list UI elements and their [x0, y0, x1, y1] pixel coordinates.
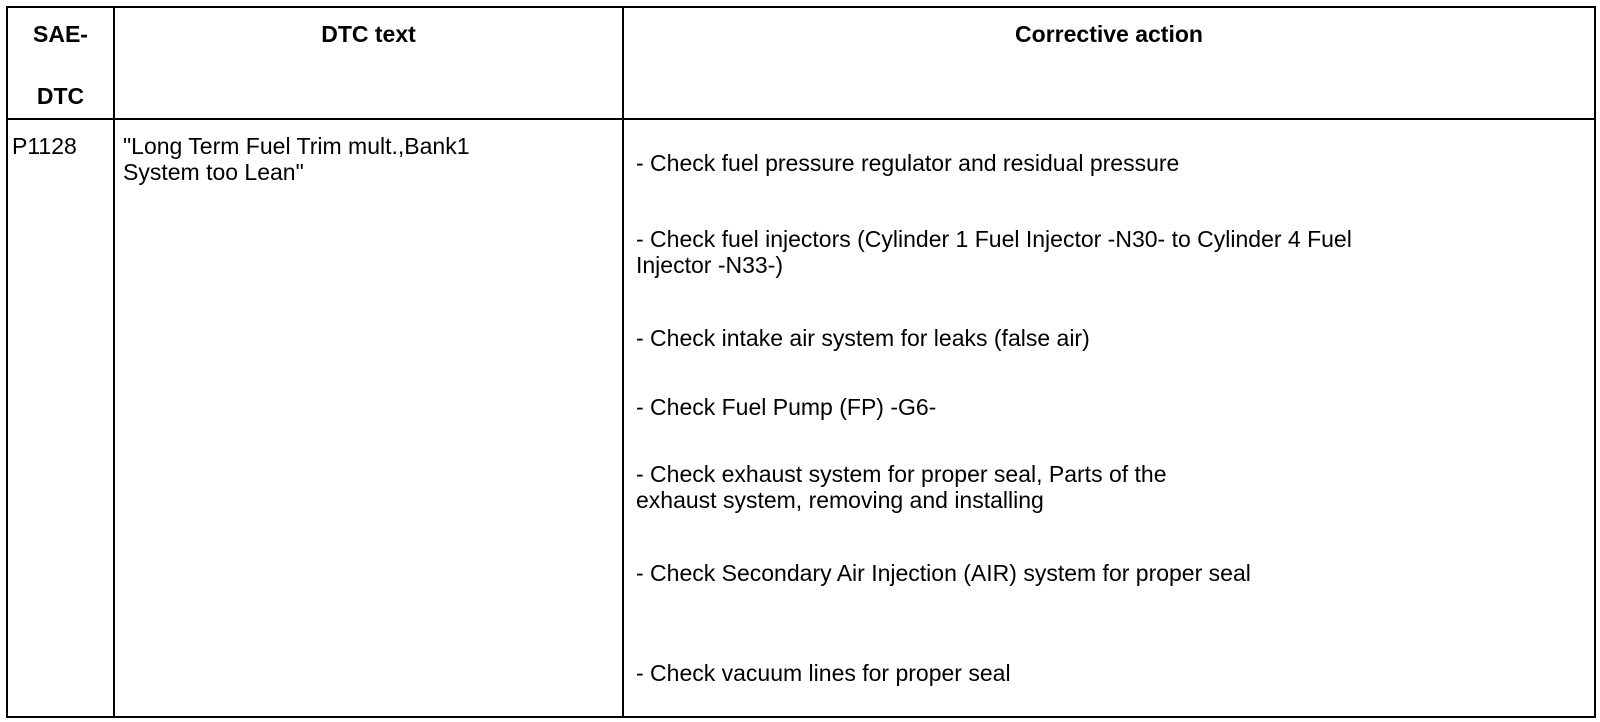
header-sae-line2: DTC	[36, 83, 85, 109]
dtc-description-line: "Long Term Fuel Trim mult.,Bank1	[123, 133, 470, 159]
header-dtc-text: DTC text	[114, 7, 623, 119]
dtc-description-line: System too Lean"	[123, 159, 304, 185]
table-row	[7, 119, 1595, 717]
corrective-action-item: - Check vacuum lines for proper seal	[636, 660, 1011, 686]
corrective-action-item: - Check Fuel Pump (FP) -G6-	[636, 394, 937, 420]
corrective-action-item: - Check Secondary Air Injection (AIR) system for proper seal	[636, 560, 1251, 586]
corrective-actions-cell	[623, 119, 1595, 717]
dtc-description-cell	[114, 119, 623, 717]
table-header-row	[7, 7, 1595, 119]
corrective-action-item: - Check fuel injectors (Cylinder 1 Fuel Injector -N30- to Cylinder 4 Fuel Injector -N33-)	[636, 226, 1352, 278]
dtc-code-cell: P1128	[7, 119, 114, 717]
header-sae-line1: SAE-	[33, 21, 88, 47]
corrective-action-item: - Check exhaust system for proper seal, Parts of the exhaust system, removing and installing	[636, 461, 1167, 513]
header-corrective-action: Corrective action	[623, 7, 1595, 119]
header-sae-dtc	[7, 7, 114, 119]
dtc-table	[6, 6, 1596, 718]
corrective-action-item: - Check fuel pressure regulator and residual pressure	[636, 150, 1180, 176]
corrective-action-item: - Check intake air system for leaks (false air)	[636, 325, 1090, 351]
